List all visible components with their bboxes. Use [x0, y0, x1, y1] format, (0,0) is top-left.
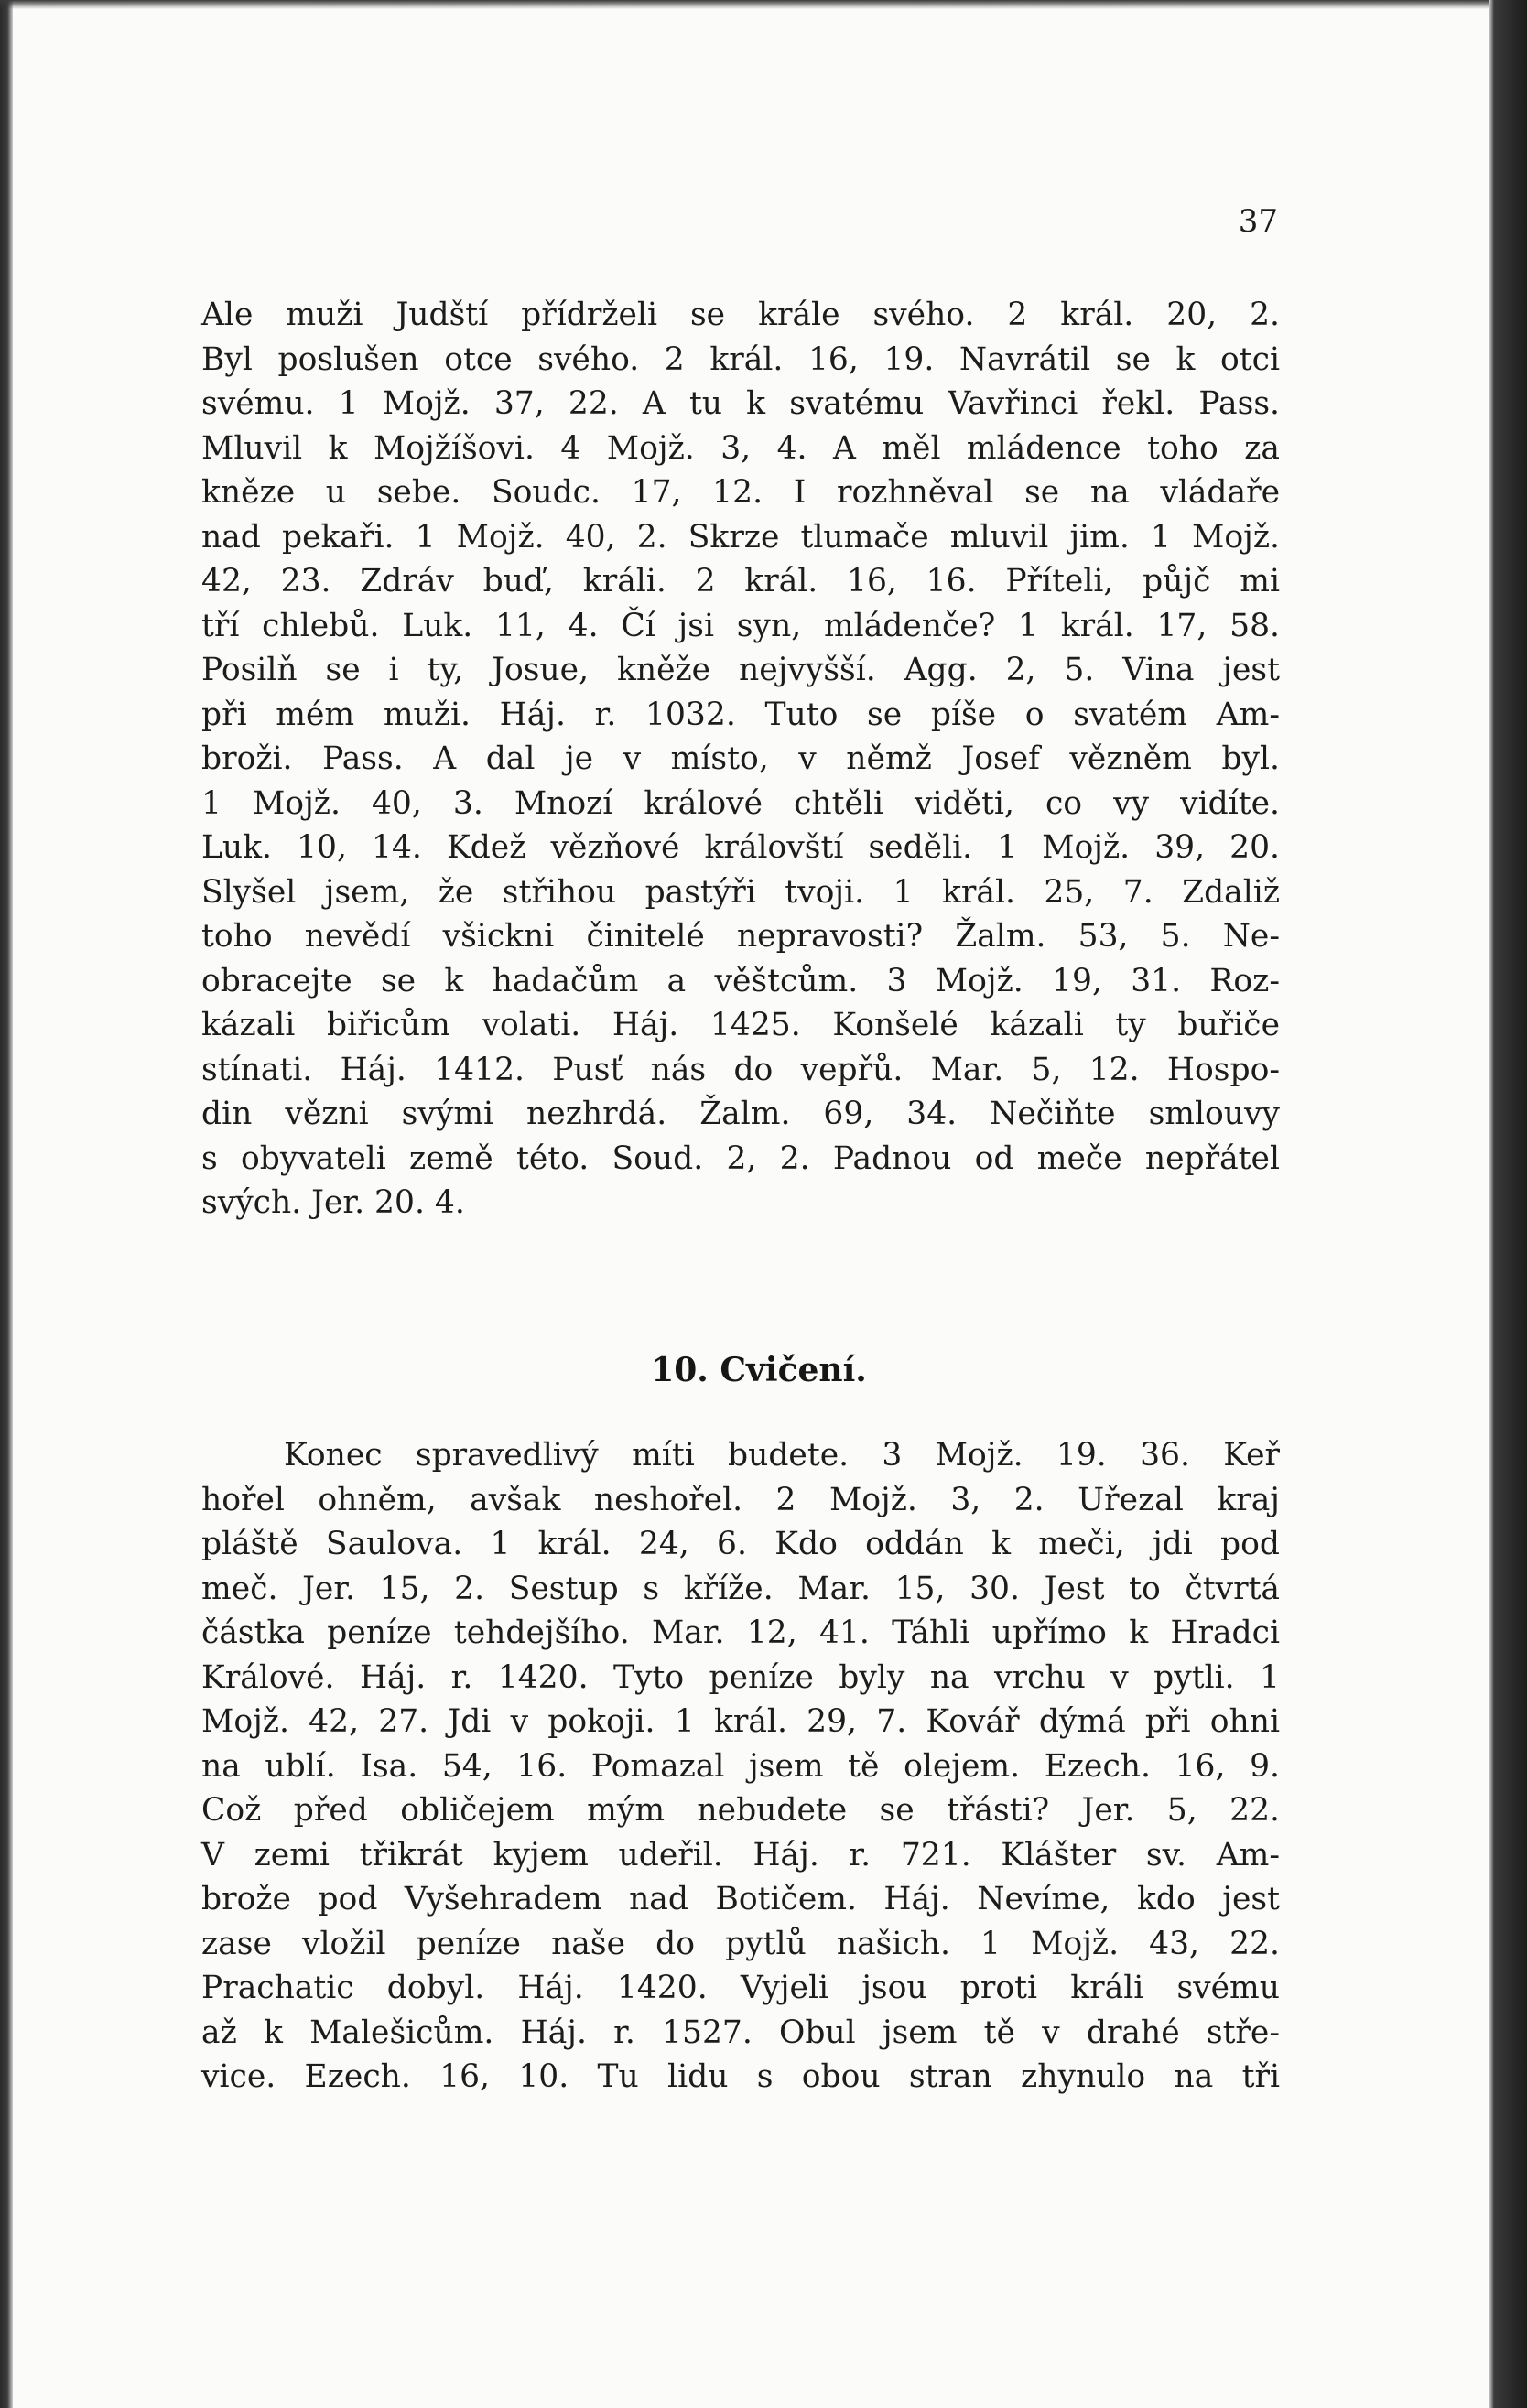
- text-line: kázali biřicům volati. Háj. 1425. Konšelé kázali ty buřiče: [201, 1007, 1280, 1043]
- text-line: zase vložil peníze naše do pytlů našich. 1 Mojž. 43, 22.: [201, 1925, 1280, 1962]
- text-line: Luk. 10, 14. Kdež vězňové královští seděli. 1 Mojž. 39, 20.: [201, 829, 1280, 866]
- text-line: pláště Saulova. 1 král. 24, 6. Kdo oddán k meči, jdi pod: [201, 1526, 1280, 1562]
- text-line: Byl poslušen otce svého. 2 král. 16, 19. Navrátil se k otci: [201, 340, 1280, 378]
- text-line: V zemi třikrát kyjem udeřil. Háj. r. 721. Klášter sv. Am-: [201, 1836, 1280, 1873]
- text-line: na ublí. Isa. 54, 16. Pomazal jsem tě olejem. Ezech. 16, 9.: [201, 1747, 1280, 1785]
- text-line: din vězni svými nezhrdá. Žalm. 69, 34. Nečiňte smlouvy: [201, 1096, 1280, 1132]
- text-line: meč. Jer. 15, 2. Sestup s kříže. Mar. 15, 30. Jest to čtvrtá: [201, 1570, 1280, 1607]
- text-line: kněze u sebe. Soudc. 17, 12. I rozhněval se na vládaře: [201, 474, 1280, 511]
- text-line: až k Malešicům. Háj. r. 1527. Obul jsem tě v drahé stře-: [201, 2014, 1280, 2051]
- page-scan-edge-top: [0, 0, 1527, 9]
- text-line: Ale muži Judští přídrželi se krále svého. 2 král. 20, 2.: [201, 297, 1280, 333]
- text-line: svému. 1 Mojž. 37, 22. A tu k svatému Vavřinci řekl. Pass.: [201, 385, 1280, 422]
- text-line: Mluvil k Mojžíšovi. 4 Mojž. 3, 4. A měl mládence toho za: [201, 429, 1280, 467]
- text-line: tří chlebů. Luk. 11, 4. Čí jsi syn, mládenče? 1 král. 17, 58.: [201, 607, 1280, 644]
- text-line: obracejte se k hadačům a věštcům. 3 Mojž. 19, 31. Roz-: [201, 962, 1280, 999]
- text-line: Konec spravedlivý míti budete. 3 Mojž. 19. 36. Keř: [284, 1437, 1280, 1474]
- page-number: 37: [1238, 203, 1278, 240]
- page-scan-edge-left: [0, 0, 13, 2408]
- text-line: hořel ohněm, avšak neshořel. 2 Mojž. 3, 2. Uřezal kraj: [201, 1481, 1280, 1518]
- section-heading: 10. Cvičení.: [651, 1351, 867, 1389]
- text-line: s obyvateli země této. Soud. 2, 2. Padnou od meče nepřátel: [201, 1139, 1280, 1177]
- text-line: Slyšel jsem, že střihou pastýři tvoji. 1 král. 25, 7. Zdaliž: [201, 873, 1280, 911]
- text-line: 42, 23. Zdráv buď, králi. 2 král. 16, 16. Příteli, půjč mi: [201, 563, 1280, 599]
- text-line: brože pod Vyšehradem nad Botičem. Háj. Nevíme, kdo jest: [201, 1881, 1280, 1917]
- text-line: broži. Pass. A dal je v místo, v němž Josef vězněm byl.: [201, 740, 1280, 777]
- text-line: při mém muži. Háj. r. 1032. Tuto se píše o svatém Am-: [201, 696, 1280, 733]
- text-line: Mojž. 42, 27. Jdi v pokoji. 1 král. 29, 7. Kovář dýmá při ohni: [201, 1703, 1280, 1740]
- page-scan-edge-right: [1489, 0, 1527, 2408]
- text-line: částka peníze tehdejšího. Mar. 12, 41. Táhli upřímo k Hradci: [201, 1614, 1280, 1651]
- text-line: Což před obličejem mým nebudete se třásti? Jer. 5, 22.: [201, 1792, 1280, 1829]
- text-line: Posilň se i ty, Josue, kněže nejvyšší. Agg. 2, 5. Vina jest: [201, 652, 1280, 688]
- text-line: vice. Ezech. 16, 10. Tu lidu s obou stran zhynulo na tři: [201, 2058, 1280, 2095]
- paragraph-exercise-10: [201, 1433, 1280, 2100]
- text-line: svých. Jer. 20. 4.: [201, 1184, 465, 1221]
- text-line: nad pekaři. 1 Mojž. 40, 2. Skrze tlumače mluvil jim. 1 Mojž.: [201, 518, 1280, 556]
- paragraph-exercises-continued: [201, 293, 1280, 1226]
- text-line: Králové. Háj. r. 1420. Tyto peníze byly na vrchu v pytli. 1: [201, 1658, 1280, 1696]
- text-line: 1 Mojž. 40, 3. Mnozí králové chtěli viděti, co vy vidíte.: [201, 784, 1280, 822]
- text-line: Prachatic dobyl. Háj. 1420. Vyjeli jsou proti králi svému: [201, 1970, 1280, 2006]
- text-line: stínati. Háj. 1412. Pusť nás do vepřů. Mar. 5, 12. Hospo-: [201, 1051, 1280, 1088]
- text-line: toho nevědí všickni činitelé nepravosti? Žalm. 53, 5. Ne-: [201, 918, 1280, 955]
